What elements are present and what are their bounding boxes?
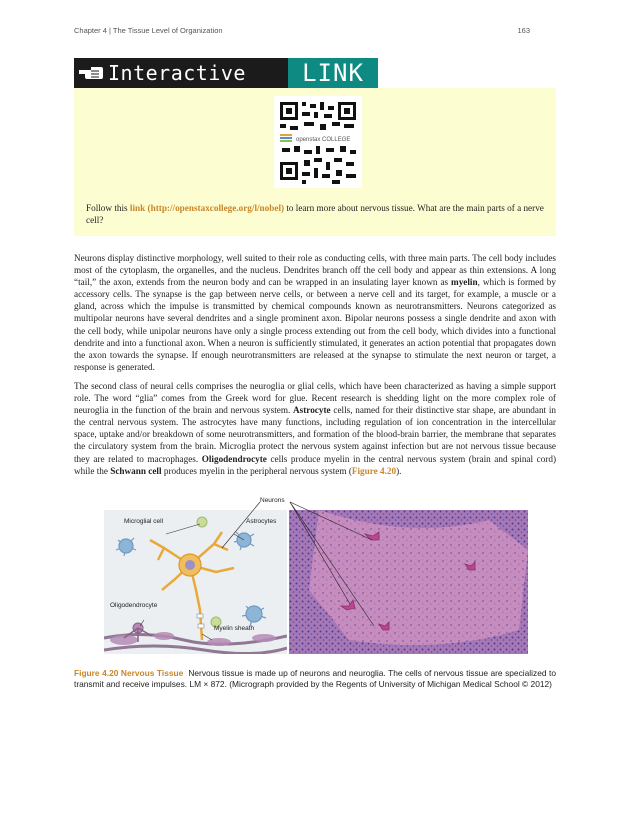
link-text-after: to learn more about nervous tissue. What are the main parts of a nerve cell? bbox=[86, 203, 544, 225]
p2-text-4: produces myelin in the peripheral nervous system ( bbox=[161, 465, 352, 476]
paragraph-neuroglia bbox=[74, 380, 556, 477]
label-astrocytes: Astrocytes bbox=[246, 518, 277, 525]
term-astrocyte: Astrocyte bbox=[293, 405, 331, 416]
banner-link-word: LINK bbox=[288, 58, 378, 88]
p2-text-1: The second class of neural cells comprises the neuroglia or glial cells, which have been characterized as having a simple support role. The word “glia” comes from the Greek word for glue. Recent research is shedding light on the more complex role of neuroglia in the function of the brain and nervous system. bbox=[74, 380, 556, 416]
p1-text-2: , which is formed by accessory cells. The synapse is the gap between nerve cells, or between a nerve cell and its target, for example, a muscle or a gland, across which the impulse is transmitted by chemical compounds known as neurotransmitters. Neurons categorized as multipolar neurons have several dendrites and a single prominent axon. Bipolar neurons possess a single dendrite and axon with the cell body, while unipolar neurons have only a single process extending out from the cell body, which divides into a functional dendrite and into a functional axon. When a neuron is sufficiently stimulated, it generates an action potential that propagates down the axon towards the synapse. If enough neurotransmitters are released at the synapse to stimulate the next neuron or target, a response is generated. bbox=[74, 277, 556, 372]
label-microglial-cell: Microglial cell bbox=[124, 518, 164, 525]
banner-word: Interactive bbox=[108, 61, 246, 85]
term-myelin: myelin bbox=[451, 277, 478, 288]
pointing-hand-icon bbox=[74, 58, 108, 88]
figure-caption bbox=[74, 668, 556, 690]
p2-text-2: cells, named for their distinctive star shape, are abundant in the central nervous system. The astrocytes have many functions, including regulation of ion concentration in the intercellular space, uptake and/or breakdown of some neurotransmitters, and formation of the blood-brain barrier, the membrane that separates the circulatory system from the brain. Microglia protect the nervous system against infection but are not nervous tissue because they are related to macrophages. bbox=[74, 405, 556, 464]
qr-caption: openstax COLLEGE bbox=[296, 137, 351, 143]
chapter-title: Chapter 4 | The Tissue Level of Organization bbox=[74, 26, 223, 35]
figure-4-20 bbox=[104, 496, 528, 654]
p1-text-1: Neurons display distinctive morphology, well suited to their role as conducting cells, with three main parts. The cell body includes most of the cytoplasm, the organelles, and the nucleus. Dendrites branch off the cell body and appear as thin extensions. A long “tail,” the axon, extends from the neuron body and can be wrapped in an insulating layer known as bbox=[74, 253, 556, 288]
nervous-tissue-illustration bbox=[104, 510, 287, 654]
caption-title: Figure 4.20 Nervous Tissue bbox=[74, 668, 184, 678]
p2-text-5: ). bbox=[396, 465, 402, 476]
qr-code[interactable] bbox=[274, 96, 362, 188]
term-schwann-cell: Schwann cell bbox=[110, 465, 162, 476]
interactive-link-box bbox=[74, 88, 556, 236]
figure-4-20-link[interactable]: Figure 4.20 bbox=[351, 465, 397, 476]
page-number: 163 bbox=[517, 26, 530, 35]
interactive-link-text bbox=[86, 202, 546, 226]
nobel-link[interactable]: link (http://openstaxcollege.org/l/nobel) bbox=[129, 203, 285, 213]
label-oligodendrocyte: Oligodendrocyte bbox=[110, 602, 158, 609]
micrograph bbox=[289, 510, 528, 654]
term-oligodendrocyte: Oligodendrocyte bbox=[201, 453, 267, 464]
body-text bbox=[74, 252, 556, 484]
label-neurons: Neurons bbox=[260, 497, 285, 504]
caption-text: Nervous tissue is made up of neurons and neuroglia. The cells of nervous tissue are specialized to transmit and receive impulses. LM × 872. (Micrograph provided by the Regents of University of Michigan Medical School © 2012) bbox=[74, 668, 557, 689]
label-myelin-sheath: Myelin sheath bbox=[214, 625, 255, 632]
link-text-before: Follow this bbox=[86, 203, 130, 213]
interactive-link-banner bbox=[74, 58, 378, 88]
running-header bbox=[74, 26, 530, 35]
banner-black bbox=[74, 58, 288, 88]
p2-text-3: cells produce myelin in the central nervous system (brain and spinal cord) while the bbox=[74, 453, 556, 476]
paragraph-neurons bbox=[74, 252, 556, 373]
